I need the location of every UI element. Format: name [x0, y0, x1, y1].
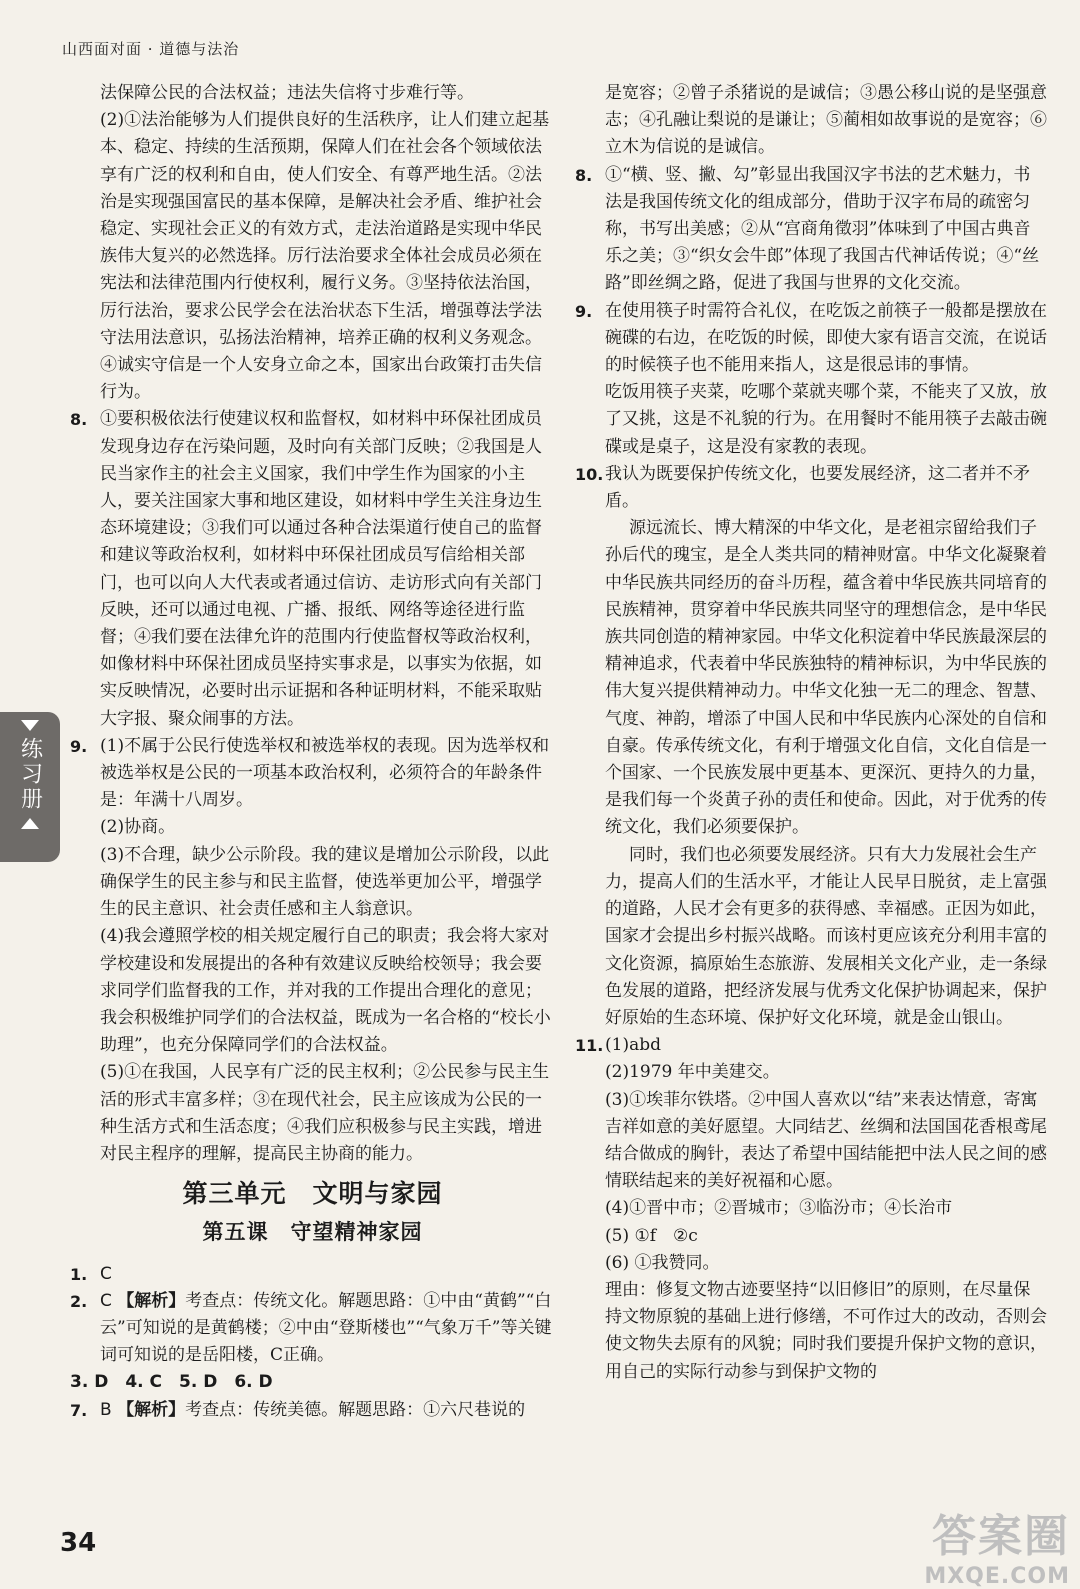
answer-7	[70, 1397, 555, 1424]
question-11	[575, 1032, 1047, 1386]
analysis-tag: 【解析】	[117, 1399, 186, 1420]
lesson-title: 第五课 守望精神家园	[202, 1220, 423, 1245]
page-number: 34	[60, 1528, 97, 1558]
answer-text: 我认为既要保护传统文化，也要发展经济，这二者并不矛盾。	[605, 463, 1030, 512]
answer-part: (2)1979 年中美建交。	[605, 1062, 780, 1083]
triangle-up-icon	[21, 818, 39, 829]
running-header: 山西面对面 · 道德与法治	[62, 40, 240, 58]
left-column	[70, 80, 555, 1424]
answer-part: (3)①埃菲尔铁塔。②中国人喜欢以“结”来表达情意，寄寓吉祥如意的美好愿望。大同结艺、丝绸和法国国花香根鸢尾结合做成的胸针，表达了希望中国结能把中法人民之间的感情联结起来的美好祝福和心愿。	[605, 1089, 1047, 1192]
question-10	[575, 461, 1047, 1032]
answer-part: 理由：修复文物古迹要坚持“以旧修旧”的原则，在尽量保持文物原貌的基础上进行修缮，不可作过大的改动，否则会使文物失去原有的风貌；同时我们要提升保护文物的意识，用自己的实际行动参与到保护文物的	[605, 1279, 1047, 1382]
watermark-url: MXQE.COM	[924, 1564, 1070, 1589]
question-8	[575, 162, 1047, 298]
answer-part: (4)①晋中市；②晋城市；③临汾市；④长治市	[605, 1198, 953, 1219]
side-tab-label: 练习册	[17, 737, 43, 812]
analysis-text: 考查点：传统文化。解题思路：①中由“黄鹤”“白云”可知说的是黄鹤楼；②中由“登斯楼也”“气象万千”等关键词可知说的是岳阳楼，C正确。	[100, 1290, 552, 1366]
watermark-brand: 答案圈	[932, 1511, 1070, 1562]
answer-part: (4)我会遵照学校的相关规定履行自己的职责；我会将大家对学校建设和发展提出的各种有效建议反映给校领导；我会要求同学们监督我的工作，并对我的工作提出合理化的意见；我会积极维护同学们的合法权益，既成为一名合格的“校长小助理”，也充分保障同学们的合法权益。	[100, 926, 551, 1056]
question-number: 8.	[575, 165, 593, 185]
answer-paragraph: 源远流长、博大精深的中华文化，是老祖宗留给我们子孙后代的瑰宝，是全人类共同的精神财富。中华文化凝聚着中华民族共同经历的奋斗历程，蕴含着中华民族共同培育的民族精神，贯穿着中华民族共同坚守的理想信念，是中华民族共同创造的精神家园。中华文化积淀着中华民族最深层的精神追求，代表着中华民族独特的精神标识，为中华民族的伟大复兴提供精神动力。中华文化独一无二的理念、智慧、气度、神韵，增添了中国人民和中华民族内心深处的自信和自豪。传承传统文化，有利于增强文化自信，文化自信是一个国家、一个民族发展中更基本、更深沉、更持久的力量，是我们每一个炎黄子孙的责任和使命。因此，对于优秀的传统文化，我们必须要保护。	[605, 518, 1047, 838]
answer-part: (6) ①我赞同。	[605, 1252, 720, 1273]
question-number: 9.	[575, 301, 593, 321]
answer-choice: C	[100, 1263, 112, 1284]
question-number: 1.	[70, 1264, 88, 1284]
question-9	[70, 733, 555, 1168]
watermark	[924, 1500, 1070, 1589]
right-column	[575, 80, 1047, 1386]
answer-part: (2)协商。	[100, 817, 176, 838]
answer-text: 在使用筷子时需符合礼仪，在吃饭之前筷子一般都是摆放在碗碟的右边，在吃饭的时候，即使大家有语言交流，在说话的时候筷子也不能用来指人，这是很忌讳的事情。	[605, 300, 1047, 376]
question-number: 9.	[70, 736, 88, 756]
answer-choice: C	[100, 1290, 112, 1311]
answer-part: (1)abd	[605, 1035, 661, 1056]
answer-choice: B	[100, 1399, 112, 1420]
answer-paragraph: 同时，我们也必须要发展经济。只有大力发展社会生产力，提高人们的生活水平，才能让人民早日脱贫，走上富强的道路，人民才会有更多的获得感、幸福感。正因为如此，国家才会提出乡村振兴战略。而该村更应该充分利用丰富的文化资源，搞原始生态旅游、发展相关文化产业，走一条绿色发展的道路，把经济发展与优秀文化保护协调起来，保护好原始的生态环境、保护好文化环境，就是金山银山。	[605, 844, 1047, 1028]
answer-text: ①要积极依法行使建议权和监督权，如材料中环保社团成员发现身边存在污染问题，及时向有关部门反映；②我国是人民当家作主的社会主义国家，我们中学生作为国家的小主人，要关注国家大事和地区建设，如材料中学生关注身边生态环境建设；③我们可以通过各种合法渠道行使自己的监督和建议等政治权利，如材料中环保社团成员写信给相关部门，也可以向人大代表或者通过信访、走访形式向有关部门反映，还可以通过电视、广播、报纸、网络等途径进行监督；④我们要在法律允许的范围内行使监督权等政治权利，如像材料中环保社团成员坚持实事求是，以事实为依据，如实反映情况，必要时出示证据和各种证明材料，不能采取贴大字报、聚众闹事的方法。	[100, 409, 542, 729]
side-tab	[0, 712, 60, 862]
answer-continuation: 法保障公民的合法权益；违法失信将寸步难行等。	[100, 83, 474, 103]
analysis-text: 考查点：传统美德。解题思路：①六尺巷说的	[185, 1399, 526, 1420]
answer-continuation: 是宽容；②曾子杀猪说的是诚信；③愚公移山说的是坚强意志；④孔融让梨说的是谦让；⑤蔺相如故事说的是宽容；⑥立木为信说的是诚信。	[605, 83, 1047, 158]
question-9	[575, 298, 1047, 461]
unit-title: 第三单元 文明与家园	[182, 1179, 443, 1209]
answer-1	[70, 1261, 555, 1288]
question-number: 7.	[70, 1400, 88, 1420]
answers-3-6	[70, 1369, 555, 1396]
question-number: 2.	[70, 1291, 88, 1311]
question-number: 8.	[70, 410, 88, 430]
question-number: 10.	[575, 464, 604, 484]
answer-part: (1)不属于公民行使选举权和被选举权的表现。因为选举权和被选举权是公民的一项基本政治权利，必须符合的年龄条件是：年满十八周岁。	[100, 735, 550, 811]
triangle-down-icon	[21, 720, 39, 731]
answer-part: (5) ①f ②c	[605, 1225, 698, 1246]
question-8	[70, 406, 555, 732]
answer-2	[70, 1288, 555, 1370]
answer-paragraph: (2)①法治能够为人们提供良好的生活秩序，让人们建立起基本、稳定、持续的生活预期，保障人们在社会各个领域依法享有广泛的权利和自由，使人们安全、有尊严地生活。②法治是实现强国富民的基本保障，是解决社会矛盾、维护社会稳定、实现社会正义的有效方式，走法治道路是实现中华民族伟大复兴的必然选择。厉行法治要求全体社会成员必须在宪法和法律范围内行使权利，履行义务。③坚持依法治国，厉行法治，要求公民学会在法治状态下生活，增强尊法学法守法用法意识，弘扬法治精神，培养正确的权利义务观念。④诚实守信是一个人安身立命之本，国家出台政策打击失信行为。	[100, 110, 550, 403]
answer-part: (3)不合理，缺少公示阶段。我的建议是增加公示阶段，以此确保学生的民主参与和民主监督，使选举更加公平，增强学生的民主意识、社会责任感和主人翁意识。	[100, 844, 550, 920]
answer-part: (5)①在我国，人民享有广泛的民主权利；②公民参与民主生活的形式丰富多样；③在现代社会，民主应该成为公民的一种生活方式和生活态度；④我们应积极参与民主实践，增进对民主程序的理解，提高民主协商的能力。	[100, 1062, 550, 1164]
analysis-tag: 【解析】	[117, 1290, 186, 1311]
question-number: 11.	[575, 1036, 604, 1056]
answer-text: ①“横、竖、撇、勾”彰显出我国汉字书法的艺术魅力，书法是我国传统文化的组成部分，借助于汉字布局的疏密匀称，书写出美感；②从“宫商角徵羽”体味到了中国古典音乐之美；③“织女会牛郎”体现了我国古代神话传说；④“丝路”即丝绸之路，促进了我国与世界的文化交流。	[605, 164, 1040, 294]
answer-line: 3. D 4. C 5. D 6. D	[70, 1372, 273, 1393]
answer-text: 吃饭用筷子夹菜，吃哪个菜就夹哪个菜，不能夹了又放，放了又挑，这是不礼貌的行为。在用餐时不能用筷子去敲击碗碟或是桌子，这是没有家教的表现。	[605, 382, 1047, 457]
